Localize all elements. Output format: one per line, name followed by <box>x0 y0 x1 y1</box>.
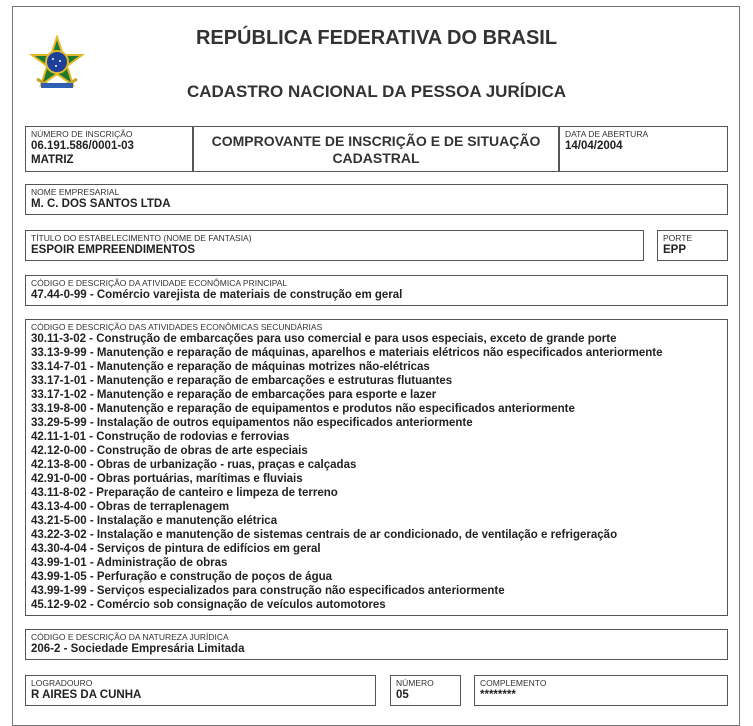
list-item: 33.17-1-01 - Manutenção e reparação de embarcações e estruturas flutuantes <box>31 375 453 387</box>
numero-label: NÚMERO <box>396 678 434 688</box>
list-item: 30.11-3-02 - Construção de embarcações para uso comercial e para usos especiais, exceto de grande porte <box>31 333 617 345</box>
inscricao-label: NÚMERO DE INSCRIÇÃO <box>31 129 133 139</box>
nome-empresarial-box <box>25 184 728 215</box>
complemento-box <box>474 675 728 706</box>
atividade-principal-label: CÓDIGO E DESCRIÇÃO DA ATIVIDADE ECONÔMICA PRINCIPAL <box>31 278 288 288</box>
comprovante-box <box>193 126 559 172</box>
logradouro-box <box>25 675 376 706</box>
logradouro-label: LOGRADOURO <box>31 678 93 688</box>
list-item: 42.91-0-00 - Obras portuárias, marítimas e fluviais <box>31 473 303 485</box>
list-item: 43.11-8-02 - Preparação de canteiro e limpeza de terreno <box>31 487 338 499</box>
porte-label: PORTE <box>663 233 693 243</box>
nome-empresarial-label: NOME EMPRESARIAL <box>31 187 120 197</box>
list-item: 43.99-1-05 - Perfuração e construção de poços de água <box>31 571 333 583</box>
list-item: 42.11-1-01 - Construção de rodovias e ferrovias <box>31 431 290 443</box>
porte-box <box>657 230 728 261</box>
inscricao-tipo: MATRIZ <box>31 154 74 166</box>
list-item: 43.99-1-99 - Serviços especializados para construção não especificados anteriormente <box>31 585 505 597</box>
complemento-value: ******** <box>480 689 516 701</box>
atividades-secundarias-label: CÓDIGO E DESCRIÇÃO DAS ATIVIDADES ECONÔMICAS SECUNDÁRIAS <box>31 322 323 332</box>
numero-value: 05 <box>396 689 409 701</box>
logradouro-value: R AIRES DA CUNHA <box>31 689 142 701</box>
nome-empresarial-value: M. C. DOS SANTOS LTDA <box>31 198 171 210</box>
comprovante-title-line1: COMPROVANTE DE INSCRIÇÃO E DE SITUAÇÃO <box>211 133 541 149</box>
list-item: 33.17-1-02 - Manutenção e reparação de embarcações para esporte e lazer <box>31 389 437 401</box>
numero-box <box>390 675 461 706</box>
inscricao-numero: 06.191.586/0001-03 <box>31 140 134 152</box>
list-item: 43.22-3-02 - Instalação e manutenção de sistemas centrais de ar condicionado, de ventilação e refrigeração <box>31 529 618 541</box>
abertura-label: DATA DE ABERTURA <box>565 129 649 139</box>
natureza-juridica-value: 206-2 - Sociedade Empresária Limitada <box>31 643 245 655</box>
fantasia-box <box>25 230 644 261</box>
complemento-label: COMPLEMENTO <box>480 678 547 688</box>
list-item: 33.29-5-99 - Instalação de outros equipamentos não especificados anteriormente <box>31 417 473 429</box>
list-item: 43.21-5-00 - Instalação e manutenção elétrica <box>31 515 278 527</box>
list-item: 33.14-7-01 - Manutenção e reparação de máquinas motrizes não-elétricas <box>31 361 430 373</box>
list-item: 33.13-9-99 - Manutenção e reparação de máquinas, aparelhos e materiais elétricos não especificados anteriormente <box>31 347 663 359</box>
list-item: 33.19-8-00 - Manutenção e reparação de equipamentos e produtos não especificados anteriormente <box>31 403 575 415</box>
inscricao-box <box>25 126 193 172</box>
fantasia-value: ESPOIR EMPREENDIMENTOS <box>31 244 196 256</box>
list-item: 42.13-8-00 - Obras de urbanização - ruas, praças e calçadas <box>31 459 357 471</box>
fantasia-label: TÍTULO DO ESTABELECIMENTO (NOME DE FANTASIA) <box>31 233 252 243</box>
abertura-box <box>559 126 728 172</box>
atividades-secundarias-box <box>25 319 728 616</box>
list-item: 43.30-4-04 - Serviços de pintura de edifícios em geral <box>31 543 321 555</box>
atividade-principal-value: 47.44-0-99 - Comércio varejista de materiais de construção em geral <box>31 289 403 301</box>
page-subtitle: CADASTRO NACIONAL DA PESSOA JURÍDICA <box>186 82 567 101</box>
list-item: 42.12-0-00 - Construção de obras de arte especiais <box>31 445 308 457</box>
natureza-juridica-box <box>25 629 728 660</box>
list-item: 43.13-4-00 - Obras de terraplenagem <box>31 501 230 513</box>
list-item: 43.99-1-01 - Administração de obras <box>31 557 228 569</box>
abertura-value: 14/04/2004 <box>565 140 623 152</box>
natureza-juridica-label: CÓDIGO E DESCRIÇÃO DA NATUREZA JURÍDICA <box>31 632 229 642</box>
atividade-principal-box <box>25 275 728 306</box>
porte-value: EPP <box>663 244 687 256</box>
list-item: 45.12-9-02 - Comércio sob consignação de veículos automotores <box>31 599 386 611</box>
comprovante-title-line2: CADASTRAL <box>332 150 420 166</box>
page-title: REPÚBLICA FEDERATIVA DO BRASIL <box>195 27 558 49</box>
